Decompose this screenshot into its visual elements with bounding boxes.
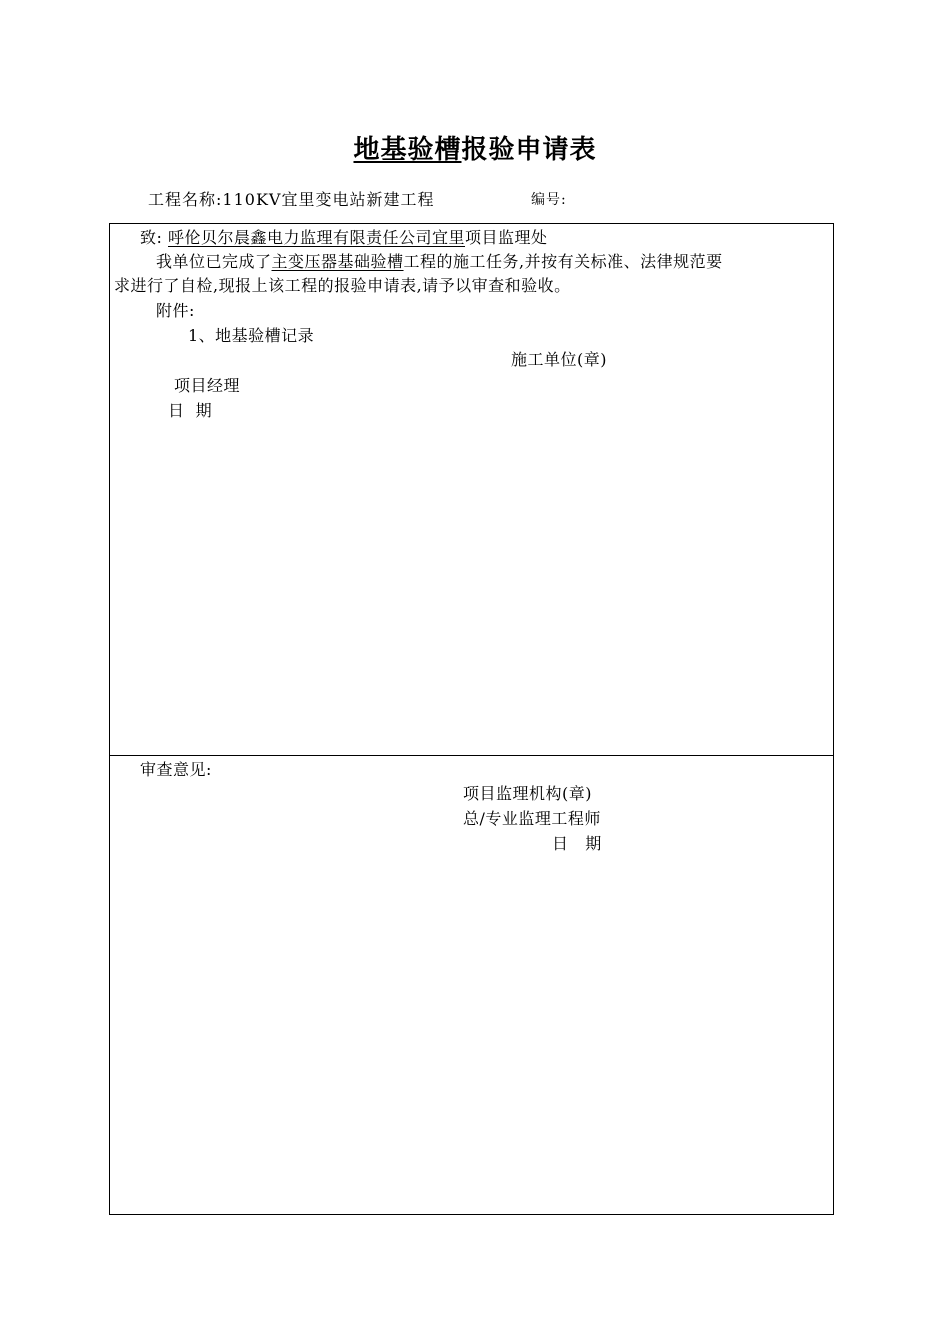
number-label: 编号: (531, 192, 567, 208)
attachment-item-1: 1、地基验槽记录 (188, 326, 315, 345)
project-name-row (148, 189, 434, 211)
project-manager-label: 项目经理 (174, 376, 241, 395)
title-underlined-part: 地基验槽 (353, 135, 462, 165)
review-opinion-label: 审查意见: (140, 760, 212, 779)
recipient-suffix: 项目监理处 (465, 228, 548, 247)
date-label-2: 日 期 (552, 834, 602, 853)
body-line-2: 求进行了自检,现报上该工程的报验申请表,请予以审查和验收。 (114, 276, 571, 295)
title-rest: 报验申请表 (461, 135, 597, 165)
supervision-seal-label: 项目监理机构(章) (463, 784, 592, 803)
project-name: 110KV宜里变电站新建工程 (222, 190, 435, 209)
recipient-name: 呼伦贝尔晨鑫电力监理有限责任公司宜里 (168, 228, 466, 247)
form-table (109, 223, 834, 1215)
attachments-label: 附件: (156, 301, 195, 320)
project-label: 工程名称: (148, 190, 223, 209)
date-label-1: 日 期 (168, 401, 213, 420)
engineer-label: 总/专业监理工程师 (463, 809, 601, 828)
document-title (0, 132, 950, 168)
body-project: 主变压器基础验槽 (271, 252, 404, 271)
section-divider (110, 755, 833, 756)
to-label: 致: (140, 228, 163, 247)
addressee-line (140, 227, 548, 249)
body-line-1 (156, 251, 723, 273)
contractor-seal-label: 施工单位(章) (511, 350, 607, 369)
body-intro: 我单位已完成了 (156, 252, 272, 271)
body-rest: 工程的施工任务,并按有关标准、法律规范要 (403, 252, 723, 271)
